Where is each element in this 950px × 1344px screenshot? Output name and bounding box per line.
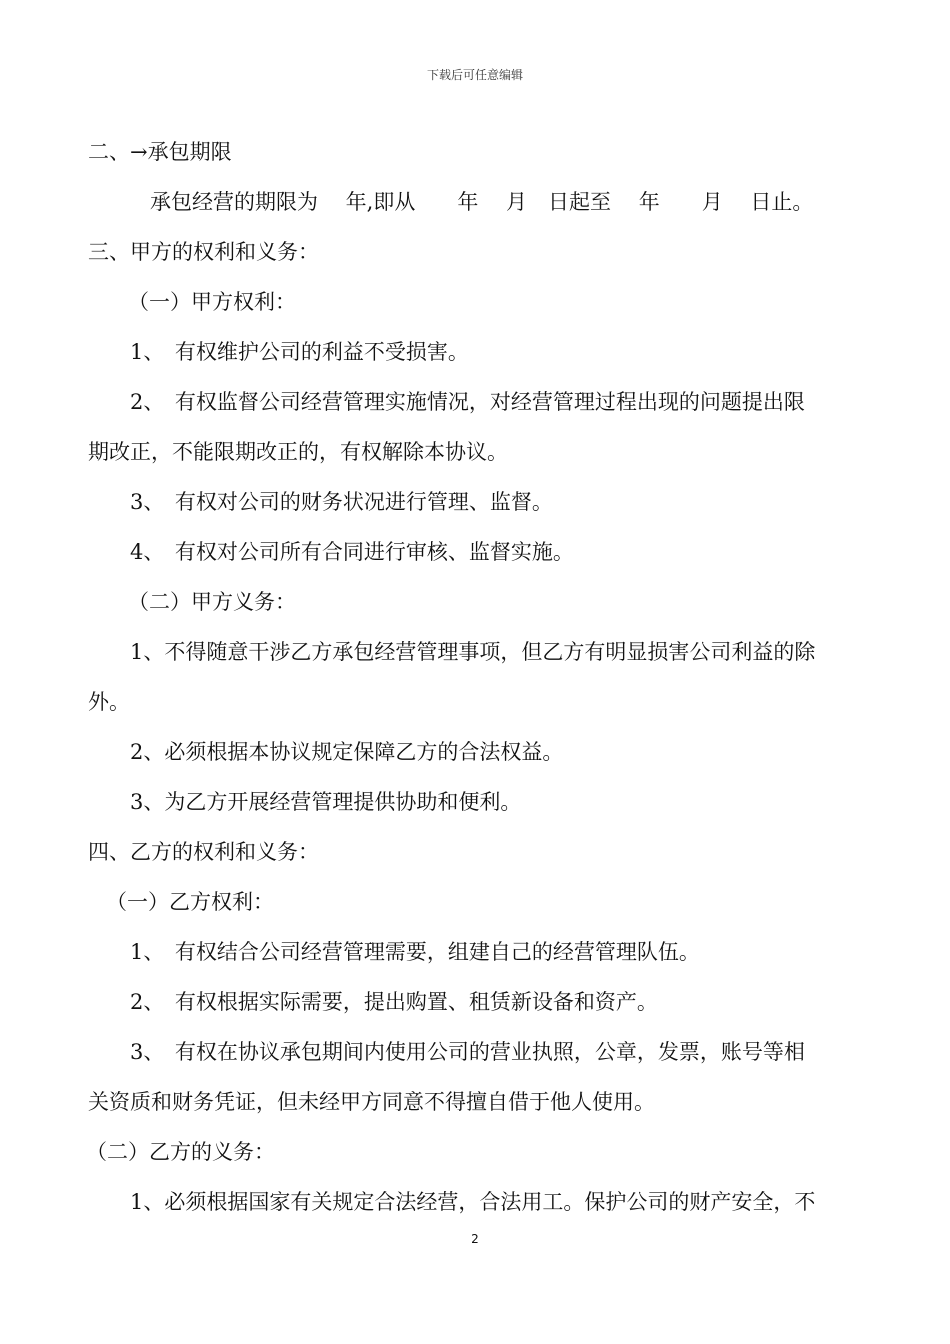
list-item: 2、必须根据本协议规定保障乙方的合法权益。	[130, 740, 564, 764]
list-item: 1、 有权结合公司经营管理需要，组建自己的经营管理队伍。	[130, 940, 700, 964]
subsection-heading: （二）甲方义务：	[128, 590, 296, 614]
page-number: 2	[471, 1232, 479, 1246]
page-header: 下载后可任意编辑	[426, 68, 523, 82]
section-heading: 二、→承包期限	[88, 140, 232, 164]
subsection-heading: （一）甲方权利：	[128, 290, 296, 314]
list-item: 3、 有权对公司的财务状况进行管理、监督。	[130, 490, 553, 514]
paragraph-line: 关资质和财务凭证，但未经甲方同意不得擅自借于他人使用。	[88, 1090, 655, 1114]
paragraph-line: 承包经营的期限为 年,即从 年 月 日起至 年 月 日止。	[150, 190, 814, 214]
list-item: 2、 有权监督公司经营管理实施情况，对经营管理过程出现的问题提出限	[130, 390, 805, 414]
list-item: 4、 有权对公司所有合同进行审核、监督实施。	[130, 540, 574, 564]
list-item: 1、 有权维护公司的利益不受损害。	[130, 340, 469, 364]
section-heading: 三、甲方的权利和义务：	[88, 240, 319, 264]
subsection-heading: （一）乙方权利：	[106, 890, 274, 914]
list-item: 1、不得随意干涉乙方承包经营管理事项，但乙方有明显损害公司利益的除	[130, 640, 816, 664]
paragraph-line: 期改正，不能限期改正的，有权解除本协议。	[88, 440, 508, 464]
list-item: 1、必须根据国家有关规定合法经营，合法用工。保护公司的财产安全，不	[130, 1190, 816, 1214]
section-heading: 四、乙方的权利和义务：	[88, 840, 319, 864]
list-item: 3、为乙方开展经营管理提供协助和便利。	[130, 790, 522, 814]
list-item: 2、 有权根据实际需要，提出购置、租赁新设备和资产。	[130, 990, 658, 1014]
paragraph-line: 外。	[88, 690, 130, 714]
list-item: 3、 有权在协议承包期间内使用公司的营业执照，公章，发票，账号等相	[130, 1040, 805, 1064]
subsection-heading: （二）乙方的义务：	[86, 1140, 275, 1164]
